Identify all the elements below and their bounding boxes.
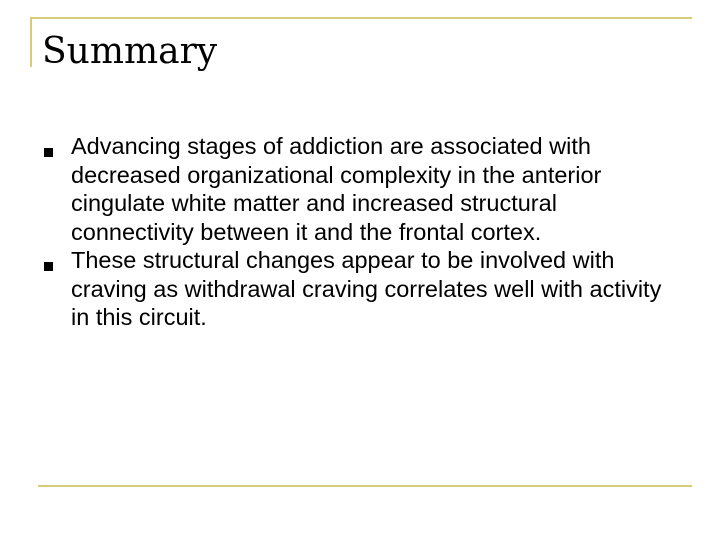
bottom-rule xyxy=(38,485,692,487)
bullet-item xyxy=(44,246,664,332)
square-bullet-icon xyxy=(44,148,53,157)
left-rule xyxy=(30,17,32,67)
square-bullet-icon xyxy=(44,262,53,271)
bullet-text: These structural changes appear to be involved with craving as withdrawal craving correlates well with activity in this circuit. xyxy=(71,247,662,330)
bullet-list xyxy=(44,132,664,332)
bullet-item xyxy=(44,132,664,246)
top-rule xyxy=(30,17,692,19)
bullet-text: Advancing stages of addiction are associated with decreased organizational complexity in the anterior cingulate white matter and increased structural connectivity between it and the frontal cortex. xyxy=(71,133,602,245)
slide-title: Summary xyxy=(42,31,218,72)
